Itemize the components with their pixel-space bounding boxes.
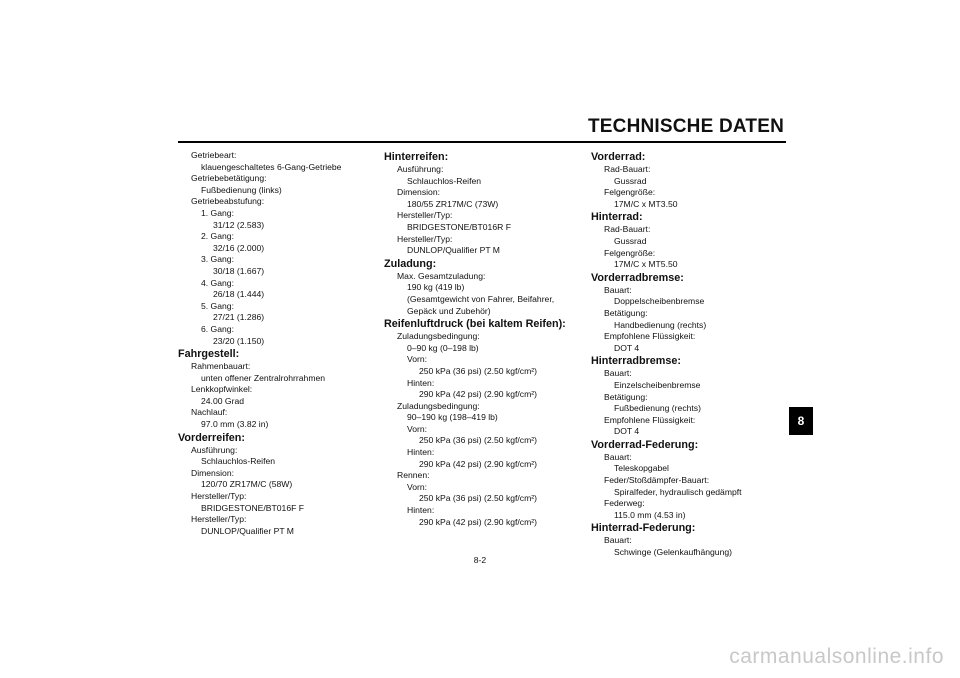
spec-value: 17M/C x MT3.50 [614, 198, 678, 209]
spec-label: Hersteller/Typ: [397, 233, 453, 244]
spec-value: 1. Gang: [201, 207, 234, 218]
title-rule [178, 141, 786, 143]
spec-label: Bauart: [604, 284, 632, 295]
spec-value: Einzelscheibenbremse [614, 379, 701, 390]
spec-value: klauengeschaltetes 6-Gang-Getriebe [201, 161, 342, 172]
spec-label: Bauart: [604, 535, 632, 546]
spec-value: 97.0 mm (3.82 in) [201, 419, 269, 430]
section-heading: Vorderreifen: [178, 431, 245, 444]
page-number: 8-2 [473, 555, 487, 565]
spec-value: 290 kPa (42 psi) (2.90 kgf/cm²) [419, 389, 537, 400]
spec-value: 190 kg (419 lb) [407, 282, 465, 293]
spec-label: Feder/Stoßdämpfer-Bauart: [604, 475, 710, 486]
spec-value: Hinten: [407, 377, 435, 388]
spec-value: DOT 4 [614, 426, 640, 437]
spec-value: Schwinge (Gelenkaufhängung) [614, 547, 733, 558]
spec-value: 180/55 ZR17M/C (73W) [407, 198, 499, 209]
spec-value: 32/16 (2.000) [213, 242, 265, 253]
spec-value: Vorn: [407, 481, 428, 492]
spec-value: Handbedienung (rechts) [614, 319, 707, 330]
spec-value: DOT 4 [614, 342, 640, 353]
spec-value: unten offener Zentralrohrrahmen [201, 372, 326, 383]
spec-value: Gussrad [614, 175, 647, 186]
spec-label: Bauart: [604, 368, 632, 379]
section-heading: Vorderrad-Federung: [591, 438, 699, 451]
spec-value: 290 kPa (42 psi) (2.90 kgf/cm²) [419, 516, 537, 527]
spec-value: Fußbedienung (rechts) [614, 403, 701, 414]
spec-label: Betätigung: [604, 391, 648, 402]
spec-value: 120/70 ZR17M/C (58W) [201, 479, 293, 490]
section-heading: Fahrgestell: [178, 348, 240, 361]
spec-value: 24.00 Grad [201, 395, 244, 406]
spec-value: 90–190 kg (198–419 lb) [407, 412, 498, 423]
spec-label: Empfohlene Flüssigkeit: [604, 414, 696, 425]
spec-label: Max. Gesamtzuladung: [397, 270, 486, 281]
spec-value: Teleskopgabel [614, 463, 669, 474]
spec-value: DUNLOP/Qualifier PT M [201, 525, 294, 536]
spec-label: Hersteller/Typ: [397, 210, 453, 221]
spec-value: 6. Gang: [201, 323, 234, 334]
section-heading: Hinterreifen: [384, 151, 449, 163]
page-title: TECHNISCHE DATEN [587, 116, 784, 137]
spec-value: Gepäck und Zubehör) [407, 305, 491, 316]
spec-label: Rahmenbauart: [191, 361, 251, 372]
spec-label: Rennen: [397, 470, 430, 481]
spec-value: Hinten: [407, 447, 435, 458]
spec-value: 17M/C x MT5.50 [614, 259, 678, 270]
spec-value: 290 kPa (42 psi) (2.90 kgf/cm²) [419, 458, 537, 469]
chapter-tab: 8 [789, 407, 813, 435]
spec-label: Rad-Bauart: [604, 224, 651, 235]
spec-value: 115.0 mm (4.53 in) [614, 509, 686, 520]
section-heading: Vorderrad: [591, 151, 646, 163]
spec-value: 23/20 (1.150) [213, 335, 265, 346]
spec-value: 4. Gang: [201, 277, 234, 288]
spec-label: Nachlauf: [191, 407, 228, 418]
spec-value: Schlauchlos-Reifen [407, 175, 482, 186]
spec-label: Rad-Bauart: [604, 164, 651, 174]
spec-value: Spiralfeder, hydraulisch gedämpft [614, 486, 742, 497]
spec-column-2 [384, 150, 566, 528]
spec-column-1 [178, 150, 341, 537]
spec-value: 250 kPa (36 psi) (2.50 kgf/cm²) [419, 365, 537, 376]
spec-value: 2. Gang: [201, 231, 234, 242]
spec-label: Empfohlene Flüssigkeit: [604, 331, 696, 342]
spec-value: Hinten: [407, 505, 435, 516]
watermark: carmanualsonline.info [729, 645, 944, 668]
spec-value: 30/18 (1.667) [213, 265, 265, 276]
spec-label: Hersteller/Typ: [191, 514, 247, 525]
spec-label: Zuladungsbedingung: [397, 331, 480, 342]
spec-value: 0–90 kg (0–198 lb) [407, 342, 479, 353]
section-heading: Zuladung: [384, 257, 437, 270]
spec-label: Ausführung: [397, 164, 444, 174]
spec-label: Felgengröße: [604, 187, 656, 198]
spec-value: BRIDGESTONE/BT016F F [201, 502, 304, 513]
spec-label: Bauart: [604, 451, 632, 462]
spec-value: Vorn: [407, 354, 428, 365]
spec-label: Felgengröße: [604, 247, 656, 258]
spec-value: (Gesamtgewicht von Fahrer, Beifahrer, [407, 293, 555, 304]
spec-value: Schlauchlos-Reifen [201, 456, 276, 467]
spec-label: Dimension: [397, 187, 440, 198]
spec-label: Getriebebetätigung: [191, 173, 267, 184]
section-heading: Reifenluftdruck (bei kaltem Reifen): [384, 318, 566, 331]
spec-label: Federweg: [604, 498, 645, 509]
spec-value: 31/12 (2.583) [213, 219, 265, 230]
spec-label: Getriebeabstufung: [191, 196, 265, 207]
section-heading: Hinterrad-Federung: [591, 522, 696, 535]
spec-value: Fußbedienung (links) [201, 184, 282, 195]
spec-column-3 [591, 150, 742, 559]
spec-value: 250 kPa (36 psi) (2.50 kgf/cm²) [419, 435, 537, 446]
spec-value: DUNLOP/Qualifier PT M [407, 245, 500, 256]
spec-label: Getriebeart: [191, 150, 237, 160]
spec-value: 26/18 (1.444) [213, 289, 265, 300]
spec-value: 250 kPa (36 psi) (2.50 kgf/cm²) [419, 493, 537, 504]
spec-label: Lenkkopfwinkel: [191, 384, 253, 395]
spec-value: Gussrad [614, 235, 647, 246]
spec-label: Ausführung: [191, 444, 238, 455]
spec-label: Hersteller/Typ: [191, 491, 247, 502]
spec-label: Dimension: [191, 467, 234, 478]
section-heading: Hinterradbremse: [591, 355, 682, 368]
spec-value: 3. Gang: [201, 254, 234, 265]
spec-label: Betätigung: [604, 307, 648, 318]
spec-label: Zuladungsbedingung: [397, 400, 480, 411]
section-heading: Hinterrad: [591, 211, 643, 224]
section-heading: Vorderradbremse: [591, 271, 684, 284]
spec-value: Doppelscheibenbremse [614, 296, 705, 307]
spec-value: Vorn: [407, 423, 428, 434]
spec-value: BRIDGESTONE/BT016R F [407, 221, 511, 232]
spec-value: 27/21 (1.286) [213, 312, 265, 323]
spec-value: 5. Gang: [201, 300, 234, 311]
